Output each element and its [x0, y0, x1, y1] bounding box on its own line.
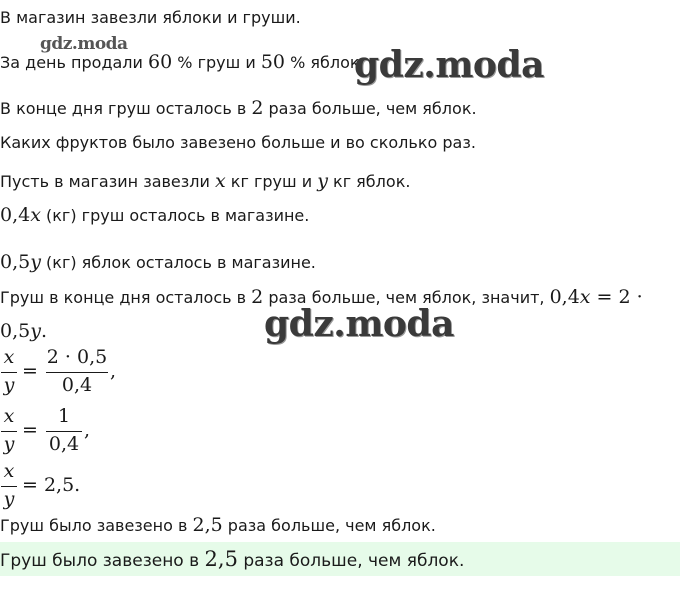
problem-line-4: Каких фруктов было завезено больше и во сколько раз.	[0, 133, 476, 152]
fraction-numerator: 2 · 0,5	[46, 346, 108, 368]
math-number: 2	[251, 286, 264, 308]
math-number: 0,4	[549, 286, 580, 308]
fraction-numerator: 1	[57, 405, 71, 427]
text-segment: раза больше, чем яблок.	[222, 516, 436, 535]
watermark-large: gdz.moda	[354, 44, 544, 86]
text-segment: (кг) груш осталось в магазине.	[40, 206, 310, 225]
math-variable: x	[579, 286, 591, 308]
text-segment: % груш и	[172, 53, 261, 72]
fraction-denominator: y	[3, 488, 15, 510]
math-number: 0,4	[0, 204, 31, 226]
fraction-bar	[1, 431, 17, 432]
text-segment: В конце дня груш осталось в	[0, 99, 252, 118]
problem-line-2	[0, 51, 365, 74]
math-variable: y	[30, 320, 41, 342]
problem-line-1: В магазин завезли яблоки и груши.	[0, 8, 301, 27]
math-punct: ,	[84, 419, 91, 441]
equals-sign: =	[22, 360, 38, 382]
solution-let	[0, 170, 410, 193]
fraction-denominator: y	[3, 374, 15, 396]
text-segment: Груш в конце дня осталось в	[0, 288, 252, 307]
text-segment: Пусть в магазин завезли	[0, 172, 215, 191]
answer-box	[0, 542, 680, 576]
fraction-denominator: 0,4	[61, 374, 93, 396]
math-number: 2,5	[192, 514, 223, 536]
text-segment: кг груш и	[225, 172, 318, 191]
math-expression: = 2 ·	[590, 286, 643, 308]
text-segment: Груш было завезено в	[0, 551, 205, 571]
math-number: 2,5	[204, 547, 238, 571]
text-segment: % яблок.	[285, 53, 365, 72]
fraction-bar	[46, 372, 108, 373]
math-number: 60	[148, 51, 173, 73]
solution-relation-cont	[0, 320, 47, 343]
math-variable: y	[317, 170, 328, 192]
solution-pears-left	[0, 204, 309, 227]
equals-sign: =	[22, 419, 38, 441]
text-segment: кг яблок.	[327, 172, 411, 191]
math-variable: x	[215, 170, 226, 192]
solution-apples-left	[0, 251, 316, 274]
fraction-bar	[1, 486, 17, 487]
watermark-large: gdz.moda	[264, 303, 454, 345]
problem-line-3	[0, 97, 477, 120]
math-number: 0,5	[0, 320, 31, 342]
text-segment: раза больше, чем яблок.	[237, 551, 465, 571]
fraction-bar	[1, 372, 17, 373]
math-variable: y	[30, 251, 41, 273]
text-segment: Груш было завезено в	[0, 516, 193, 535]
text-segment: За день продали	[0, 53, 149, 72]
text-segment: раза больше, чем яблок, значит,	[263, 288, 550, 307]
fraction-denominator: y	[3, 433, 15, 455]
math-punct: ,	[110, 360, 117, 382]
math-variable: x	[30, 204, 41, 226]
watermark-small: gdz.moda	[40, 34, 128, 54]
math-result: = 2,5.	[22, 474, 81, 496]
math-punct: .	[40, 320, 47, 342]
text-segment: раза больше, чем яблок.	[263, 99, 477, 118]
math-number: 0,5	[0, 251, 31, 273]
fraction-numerator: x	[3, 460, 15, 482]
answer-text	[0, 548, 464, 572]
fraction-numerator: x	[3, 405, 15, 427]
solution-conclusion	[0, 514, 436, 537]
text-segment: (кг) яблок осталось в магазине.	[40, 253, 316, 272]
fraction-denominator: 0,4	[48, 433, 80, 455]
math-number: 50	[260, 51, 286, 73]
math-number: 2	[251, 97, 264, 119]
fraction-numerator: x	[3, 346, 15, 368]
fraction-bar	[46, 431, 82, 432]
